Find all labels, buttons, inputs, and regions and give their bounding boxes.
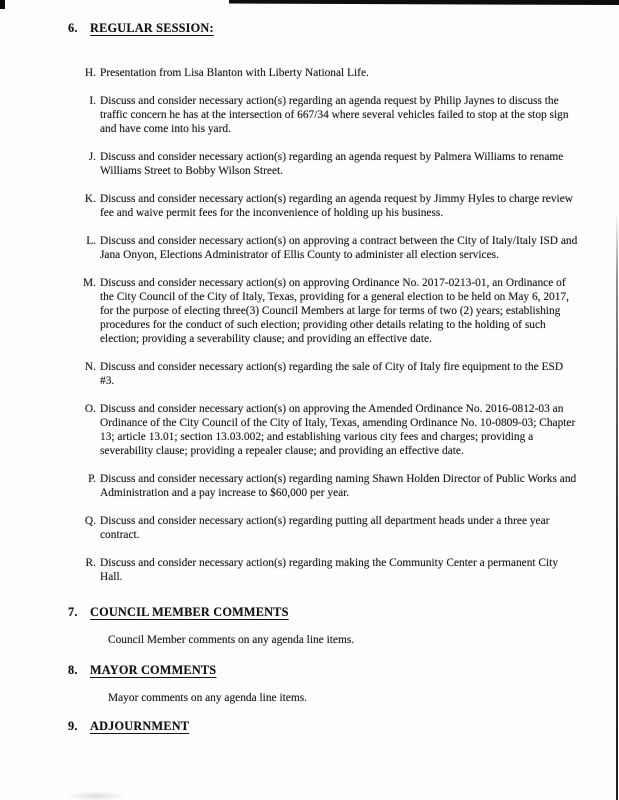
section-regular-session: [68, 20, 580, 584]
item-letter: Q.: [84, 515, 96, 527]
item-letter: K.: [84, 193, 96, 205]
item-letter: O.: [84, 403, 96, 415]
item-text: Discuss and consider necessary action(s) regarding an agenda request by Philip Jaynes to discuss the traffic concern he has at the intersection of 667/34 where several vehicles failed to stop at the stop sign and have come into his yard.: [100, 95, 569, 135]
section-heading: [68, 718, 580, 734]
agenda-item-k: [83, 192, 580, 220]
section-note: Council Member comments on any agenda line items.: [108, 634, 355, 646]
agenda-item-o: [83, 402, 580, 458]
scan-artifact-top-bar: [229, 0, 619, 5]
item-text: Discuss and consider necessary action(s) regarding making the Community Center a permanent City Hall.: [100, 557, 559, 583]
item-letter: L.: [86, 235, 96, 247]
agenda-item-n: [83, 360, 580, 388]
item-text: Discuss and consider necessary action(s) regarding naming Shawn Holden Director of Public Works and Administration and a pay increase to $60,000 per year.: [100, 473, 577, 499]
section-note: Mayor comments on any agenda line items.: [108, 692, 307, 704]
agenda-item-i: [83, 94, 580, 136]
scan-artifact-corner-square: [0, 0, 5, 9]
item-text: Discuss and consider necessary action(s) regarding an agenda request by Jimmy Hyles to charge review fee and waive permit fees for the inconvenience of holding up his business.: [100, 193, 573, 219]
section-number: 6.: [68, 21, 78, 35]
section-heading: [68, 662, 580, 678]
item-text: Discuss and consider necessary action(s) on approving Ordinance No. 2017-0213-01, an Ordinance of the City Council of the City of Italy, Texas, providing for a general election to be held on May 6, 2017, for the purpose of electing three(3) Council Members at large for terms of two (2) years; establishing procedures for the conduct of such election; providing other details relating to the holding of such election; providing a severability clause; and providing an effective date.: [100, 277, 569, 345]
section-title: ADJOURNMENT: [90, 719, 190, 733]
scan-artifact-bottom-smudge: [68, 792, 124, 800]
item-letter: H.: [84, 67, 96, 79]
section-title: MAYOR COMMENTS: [90, 663, 217, 677]
agenda-content: [68, 20, 580, 734]
section-number: 8.: [68, 663, 78, 677]
section-title: COUNCIL MEMBER COMMENTS: [90, 605, 289, 619]
item-letter: I.: [89, 95, 96, 107]
agenda-item-p: [83, 472, 580, 500]
section-heading: [68, 604, 580, 620]
section-mayor-comments: [68, 662, 580, 705]
scan-artifact-right-edge-line: [616, 212, 618, 800]
section-title: REGULAR SESSION:: [90, 21, 214, 35]
agenda-item-j: [83, 150, 580, 178]
item-letter: J.: [88, 151, 96, 163]
section-number: 7.: [68, 605, 78, 619]
item-letter: N.: [84, 361, 96, 373]
section-council-member-comments: [68, 604, 580, 647]
section-number: 9.: [68, 719, 78, 733]
section-adjournment: [68, 718, 580, 734]
item-text: Discuss and consider necessary action(s) on approving the Amended Ordinance No. 2016-0812-03 an Ordinance of the City Council of the City of Italy, Texas, amending Ordinance No. 10-0809-03; Chapter 13; article 13.01; section 13.03.002; and establishing various city fees and charges; providing a severability clause; providing a repealer clause; and providing an effective date.: [100, 403, 576, 457]
item-text: Discuss and consider necessary action(s) regarding the sale of City of Italy fire equipment to the ESD #3.: [100, 361, 564, 387]
item-letter: P.: [88, 473, 96, 485]
item-letter: M.: [83, 277, 96, 289]
item-text: Discuss and consider necessary action(s) on approving a contract between the City of Italy/Italy ISD and Jana Onyon, Elections Administrator of Ellis County to administer all election services.: [100, 235, 578, 261]
agenda-item-m: [83, 276, 580, 346]
agenda-item-list: [83, 66, 580, 584]
agenda-item-h: [83, 66, 580, 80]
agenda-item-l: [83, 234, 580, 262]
item-text: Presentation from Lisa Blanton with Liberty National Life.: [100, 67, 369, 79]
item-letter: R.: [85, 557, 96, 569]
item-text: Discuss and consider necessary action(s) regarding an agenda request by Palmera Williams to rename Williams Street to Bobby Wilson Street.: [100, 151, 564, 177]
agenda-item-r: [83, 556, 580, 584]
agenda-item-q: [83, 514, 580, 542]
item-text: Discuss and consider necessary action(s) regarding putting all department heads under a three year contract.: [100, 515, 550, 541]
section-heading: [68, 20, 580, 36]
